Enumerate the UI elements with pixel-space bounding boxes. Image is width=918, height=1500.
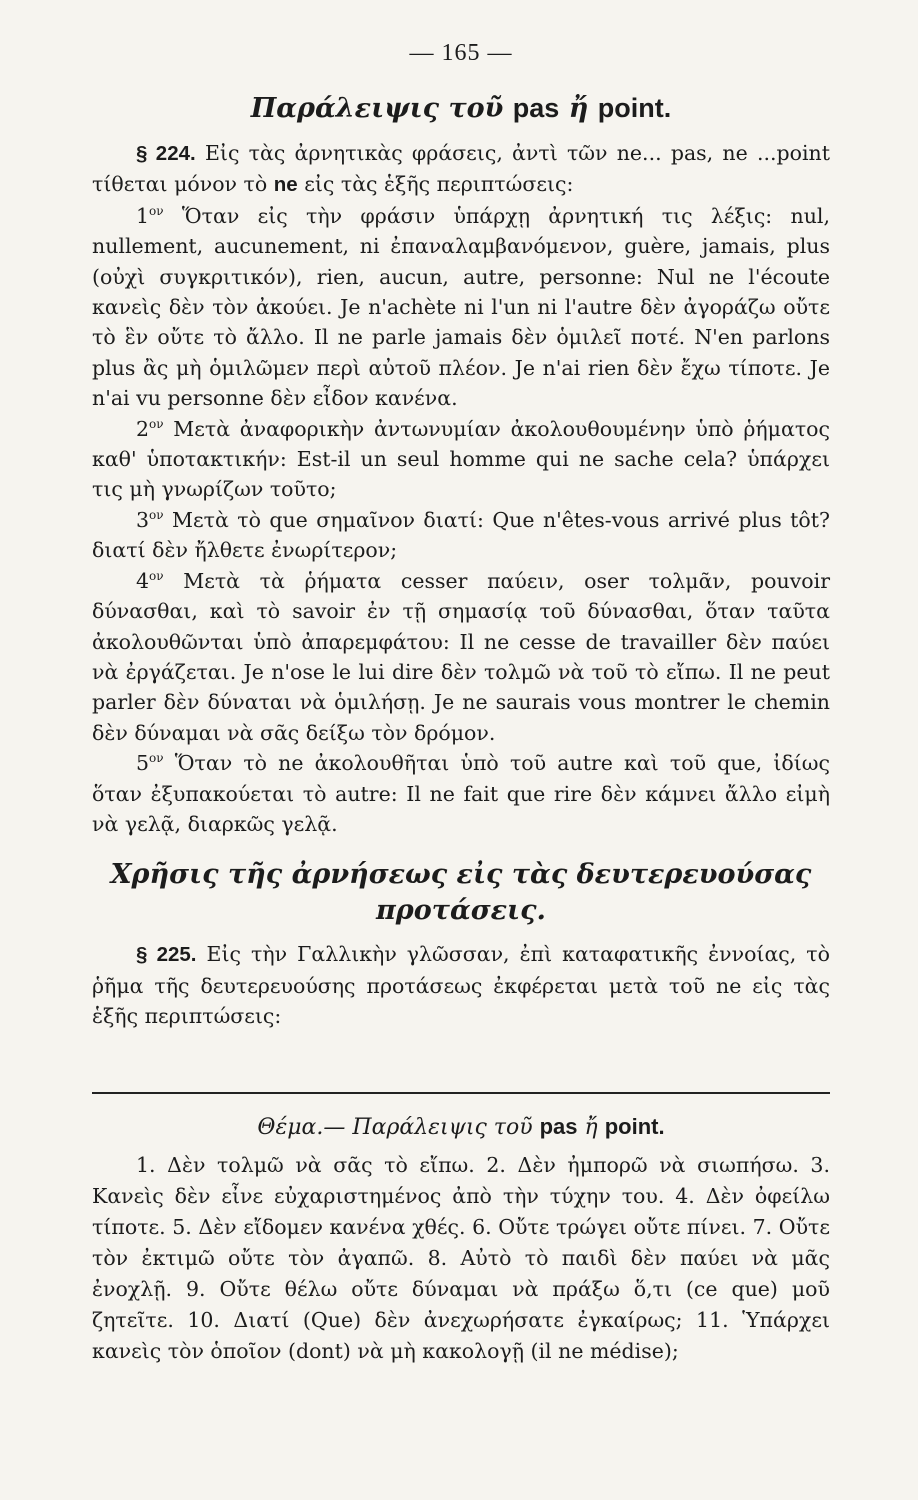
ne-bold: ne bbox=[273, 173, 298, 197]
item-text: Μετὰ τὸ que σημαῖνον διατί: Que n'êtes-vous arrivé plus tôt? διατί δὲν ἤλθετε ἐνωρίτερον; bbox=[92, 507, 830, 563]
rule-item-1 bbox=[92, 201, 830, 414]
exercise-title-greek: Παράλειψις τοῦ bbox=[352, 1114, 533, 1140]
item-text: Ὅταν τὸ ne ἀκολουθῆται ὑπὸ τοῦ autre καὶ τοῦ que, ἰδίως ὅταν ἐξυπακούεται τὸ autre: Il ne fait que rire δὲν κάμνει ἄλλο εἰμὴ νὰ γελᾷ, διαρκῶς γελᾷ. bbox=[92, 751, 830, 836]
heading-point: point. bbox=[597, 93, 672, 123]
section-225-text: Εἰς τὴν Γαλλικὴν γλῶσσαν, ἐπὶ καταφατικῆς ἐννοίας, τὸ ῥῆμα τῆς δευτερευούσης προτάσεως ἐκφέρεται μετὰ τοῦ ne εἰς τὰς ἑξῆς περιπτώσεις: bbox=[92, 942, 830, 1029]
section-mark-225: § 225. bbox=[136, 943, 197, 967]
heading-pas: pas bbox=[512, 93, 560, 123]
item-number: 2 bbox=[136, 416, 150, 441]
item-number: 3 bbox=[136, 507, 150, 532]
subheading: Χρῆσις τῆς ἀρνήσεως εἰς τὰς δευτερευούσας προτάσεις. bbox=[110, 859, 812, 927]
exercise-title-point: point. bbox=[604, 1113, 665, 1139]
heading-greek: Παράλειψις τοῦ bbox=[250, 93, 504, 124]
ordinal-suffix: ον bbox=[149, 568, 164, 583]
item-number: 4 bbox=[136, 568, 150, 593]
item-text: Μετὰ ἀναφορικὴν ἀντωνυμίαν ἀκολουθουμένην ὑπὸ ῥήματος καθ' ὑποτακτικήν: Est-il un seul homme qui ne sache cela? ὑπάρχει τις μὴ γνωρίζων τοῦτο; bbox=[92, 416, 830, 502]
horizontal-rule bbox=[92, 1092, 830, 1094]
item-number: 5 bbox=[136, 751, 150, 776]
page-number: — 165 — bbox=[409, 40, 513, 66]
intro-text-b: εἰς τὰς ἑξῆς περιπτώσεις: bbox=[304, 172, 574, 197]
exercise-text: 1. Δὲν τολμῶ νὰ σᾶς τὸ εἴπω. 2. Δὲν ἠμπορῶ νὰ σιωπήσω. 3. Κανεὶς δὲν εἶνε εὐχαριστημένος ἀπὸ τὴν τύχην του. 4. Δὲν ὀφείλω τίποτε. 5. Δὲν εἴδομεν κανένα χθές. 6. Οὔτε τρώγει οὔτε πίνει. 7. Οὔτε τὸν ἐκτιμῶ οὔτε τὸν ἀγαπῶ. 8. Αὐτὸ τὸ παιδὶ δὲν παύει νὰ μᾶς ἐνοχλῇ. 9. Οὔτε θέλω οὔτε δύναμαι νὰ πράξω ὅ,τι (ce que) μοῦ ζητεῖτε. 10. Διατί (Que) δὲν ἀνεχωρήσατε ἐγκαίρως; 11. Ὑπάρχει κανεὶς τὸν ὁποῖον (dont) νὰ μὴ κακολογῇ (il ne médise); bbox=[92, 1152, 830, 1363]
item-number: 1 bbox=[136, 203, 150, 228]
section-heading bbox=[92, 93, 830, 124]
item-text: Ὅταν εἰς τὴν φράσιν ὑπάρχῃ ἀρνητική τις λέξις: nul, nullement, aucunement, ni ἐπαναλαμβανόμενον, guère, jamais, plus (οὐχὶ συγκριτικόν), rien, aucun, autre, personne: Nul ne l'écoute κανεὶς δὲν τὸν ἀκούει. Je n'achète ni l'un ni l'autre δὲν ἀγοράζω οὔτε τὸ ἓν οὔτε τὸ ἄλλο. Il ne parle jamais δὲν ὁμιλεῖ ποτέ. N'en parlons plus ἂς μὴ ὁμιλῶμεν περὶ αὐτοῦ πλέον. Je n'ai rien δὲν ἔχω τίποτε. Je n'ai vu personne δὲν εἶδον κανένα. bbox=[92, 203, 830, 411]
heading-eta: ἤ bbox=[568, 93, 589, 124]
paragraph-224-intro bbox=[92, 138, 830, 201]
ordinal-suffix: ον bbox=[149, 751, 164, 766]
exercise-title-pas: pas bbox=[539, 1113, 578, 1139]
exercise-title bbox=[92, 1114, 830, 1140]
exercise-block bbox=[92, 1150, 830, 1367]
exercise-label: Θέμα.— bbox=[257, 1114, 346, 1140]
rule-item-3 bbox=[92, 505, 830, 566]
exercise-title-eta: ἤ bbox=[584, 1114, 598, 1140]
rule-item-2 bbox=[92, 414, 830, 505]
ordinal-suffix: ον bbox=[149, 508, 164, 523]
rule-item-4 bbox=[92, 566, 830, 748]
intro-text-a: Εἰς τὰς ἀρνητικὰς φράσεις, ἀντὶ τῶν ne... pas, ne ...point τίθεται μόνον τὸ bbox=[92, 141, 830, 197]
paragraph-225 bbox=[92, 939, 830, 1031]
ordinal-suffix: ον bbox=[149, 416, 164, 431]
rule-item-5 bbox=[92, 748, 830, 839]
section-mark-224: § 224. bbox=[136, 142, 196, 165]
ordinal-suffix: ον bbox=[149, 203, 164, 218]
item-text: Μετὰ τὰ ῥήματα cesser παύειν, oser τολμᾶν, pouvoir δύνασθαι, καὶ τὸ savoir ἐν τῇ σημασίᾳ τοῦ δύνασθαι, ὅταν ταῦτα ἀκολουθῶνται ὑπὸ ἀπαρεμφάτου: Il ne cesse de travailler δὲν παύει νὰ ἐργάζεται. Je n'ose le lui dire δὲν τολμῶ νὰ τοῦ τὸ εἴπω. Il ne peut parler δὲν δύναται νὰ ὁμιλήσῃ. Je ne saurais vous montrer le chemin δὲν δύναμαι νὰ σᾶς δείξω τὸν δρόμον. bbox=[92, 568, 830, 745]
